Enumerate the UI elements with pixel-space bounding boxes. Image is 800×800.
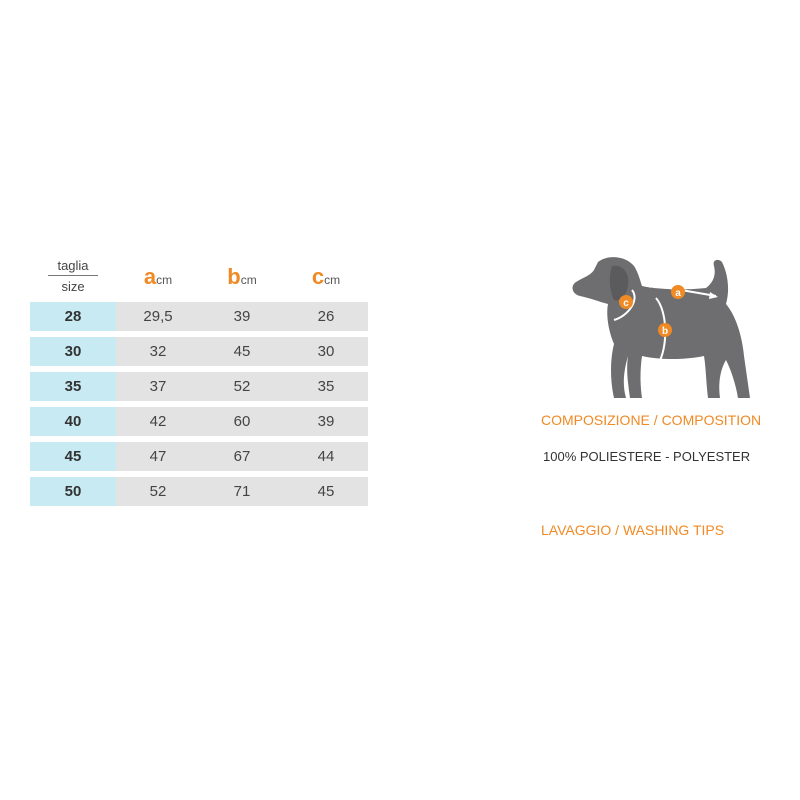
value-c-cell: 39 bbox=[317, 413, 335, 430]
column-header-b bbox=[200, 264, 284, 290]
column-letter-a: a bbox=[143, 264, 157, 289]
column-unit-b: cm bbox=[240, 273, 257, 287]
value-c-cell: 45 bbox=[317, 483, 335, 500]
size-header-italian: taglia bbox=[57, 258, 89, 273]
column-letter-c: c bbox=[311, 264, 325, 289]
value-a-cell: 32 bbox=[149, 343, 167, 360]
table-row bbox=[30, 372, 368, 401]
value-b-cell: 39 bbox=[233, 308, 251, 325]
value-b-cell: 71 bbox=[233, 483, 251, 500]
value-b-cell: 60 bbox=[233, 413, 251, 430]
value-c-cell: 35 bbox=[317, 378, 335, 395]
value-c-cell: 44 bbox=[317, 448, 335, 465]
washing-tips-title: LAVAGGIO / WASHING TIPS bbox=[541, 522, 725, 538]
column-header-c bbox=[284, 264, 368, 290]
marker-label-b: b bbox=[661, 326, 669, 337]
size-header-english: size bbox=[61, 279, 85, 294]
size-cell: 50 bbox=[30, 477, 116, 506]
value-c-cell: 30 bbox=[317, 343, 335, 360]
size-table bbox=[30, 258, 368, 512]
composition-title: COMPOSIZIONE / COMPOSITION bbox=[541, 412, 762, 428]
value-b-cell: 52 bbox=[233, 378, 251, 395]
table-header bbox=[30, 258, 368, 302]
table-row bbox=[30, 442, 368, 471]
dog-silhouette-icon bbox=[568, 252, 758, 404]
table-row bbox=[30, 302, 368, 331]
value-c-cell: 26 bbox=[317, 308, 335, 325]
size-cell: 40 bbox=[30, 407, 116, 436]
marker-label-a: a bbox=[675, 288, 681, 299]
marker-label-c: c bbox=[623, 298, 629, 309]
size-cell: 45 bbox=[30, 442, 116, 471]
column-unit-c: cm bbox=[324, 273, 341, 287]
value-b-cell: 45 bbox=[233, 343, 251, 360]
value-a-cell: 42 bbox=[149, 413, 167, 430]
size-cell: 35 bbox=[30, 372, 116, 401]
dog-measurement-diagram bbox=[568, 252, 758, 404]
size-cell: 30 bbox=[30, 337, 116, 366]
value-b-cell: 67 bbox=[233, 448, 251, 465]
value-a-cell: 47 bbox=[149, 448, 167, 465]
size-cell: 28 bbox=[30, 302, 116, 331]
value-a-cell: 29,5 bbox=[143, 308, 173, 325]
column-header-a bbox=[116, 264, 200, 290]
size-column-header bbox=[30, 258, 116, 294]
table-row bbox=[30, 407, 368, 436]
value-a-cell: 37 bbox=[149, 378, 167, 395]
column-unit-a: cm bbox=[156, 273, 173, 287]
value-a-cell: 52 bbox=[149, 483, 167, 500]
table-row bbox=[30, 337, 368, 366]
composition-value: 100% POLIESTERE - POLYESTER bbox=[543, 449, 751, 464]
column-letter-b: b bbox=[227, 264, 241, 289]
table-row bbox=[30, 477, 368, 506]
